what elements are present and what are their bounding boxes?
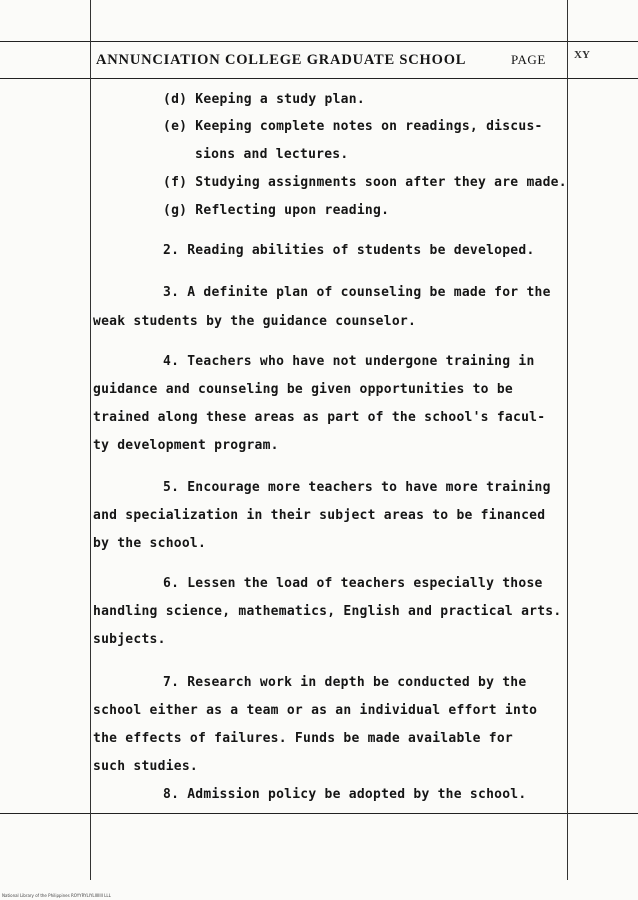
- text-line: ty development program.: [93, 438, 279, 453]
- text-line: handling science, mathematics, English and practical arts.: [93, 604, 562, 619]
- text-line: by the school.: [93, 536, 207, 551]
- page-label: PAGE: [511, 52, 546, 67]
- text-line: 3. A definite plan of counseling be made for the: [163, 285, 551, 300]
- school-title: ANNUNCIATION COLLEGE GRADUATE SCHOOL: [96, 52, 467, 68]
- top-rule: [0, 41, 638, 42]
- text-line: and specialization in their subject areas to be financed: [93, 508, 546, 523]
- text-line: weak students by the guidance counselor.: [93, 314, 417, 329]
- scan-footer: National Library of the Philippines ROYYRYLIYLIIIIIII LLL: [2, 893, 111, 898]
- left-margin-rule: [90, 0, 91, 880]
- page-number: XY: [574, 49, 590, 61]
- text-line: (f) Studying assignments soon after they are made.: [163, 175, 567, 190]
- right-margin-rule: [567, 0, 568, 880]
- text-line: (g) Reflecting upon reading.: [163, 203, 390, 218]
- text-line: 6. Lessen the load of teachers especially those: [163, 576, 543, 591]
- text-line: (e) Keeping complete notes on readings, discus-: [163, 119, 543, 134]
- text-line: 7. Research work in depth be conducted by the: [163, 675, 527, 690]
- text-line: 4. Teachers who have not undergone training in: [163, 354, 535, 369]
- header-rule: [0, 78, 638, 79]
- text-line: such studies.: [93, 759, 198, 774]
- bottom-rule: [0, 813, 638, 814]
- text-line: school either as a team or as an individual effort into: [93, 703, 538, 718]
- text-line: (d) Keeping a study plan.: [163, 92, 365, 107]
- text-line: sions and lectures.: [195, 147, 349, 162]
- text-line: subjects.: [93, 632, 166, 647]
- text-line: guidance and counseling be given opportunities to be: [93, 382, 513, 397]
- text-line: 8. Admission policy be adopted by the school.: [163, 787, 527, 802]
- text-line: the effects of failures. Funds be made available for: [93, 731, 513, 746]
- text-line: 2. Reading abilities of students be developed.: [163, 243, 535, 258]
- text-line: trained along these areas as part of the school's facul-: [93, 410, 546, 425]
- text-line: 5. Encourage more teachers to have more training: [163, 480, 551, 495]
